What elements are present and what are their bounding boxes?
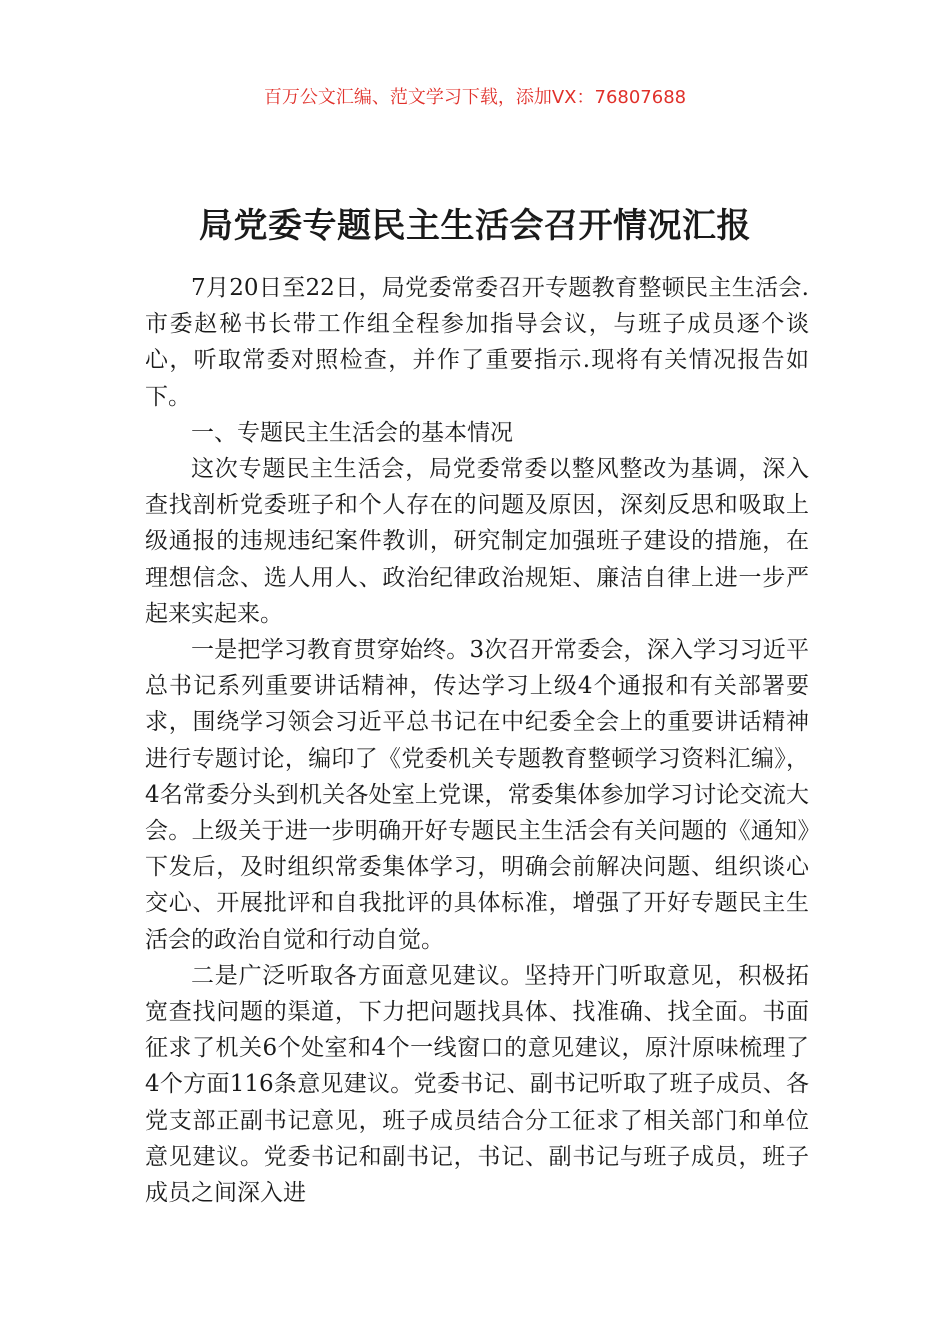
document-body	[145, 270, 809, 1211]
paragraph-intro: 7月20日至22日，局党委常委召开专题教育整顿民主生活会.市委赵秘书长带工作组全程参加指导会议，与班子成员逐个谈心，听取常委对照检查，并作了重要指示.现将有关情况报告如下。	[145, 275, 809, 410]
section-heading: 一、专题民主生活会的基本情况	[191, 419, 513, 446]
page-title: 局党委专题民主生活会召开情况汇报	[199, 205, 751, 246]
download-banner: 百万公文汇编、范文学习下载，添加VX：76807688	[263, 87, 687, 108]
paragraph-point-two: 二是广泛听取各方面意见建议。坚持开门听取意见，积极拓宽查找问题的渠道，下力把问题找具体、找准确、找全面。书面征求了机关6个处室和4个一线窗口的意见建议，原汁原味梳理了4个方面116条意见建议。党委书记、副书记听取了班子成员、各党支部正副书记意见，班子成员结合分工征求了相关部门和单位意见建议。党委书记和副书记，书记、副书记与班子成员，班子成员之间深入进	[145, 962, 809, 1207]
paragraph-overview: 这次专题民主生活会，局党委常委以整风整改为基调，深入查找剖析党委班子和个人存在的问题及原因，深刻反思和吸取上级通报的违规违纪案件教训，研究制定加强班子建设的措施，在理想信念、选人用人、政治纪律政治规矩、廉洁自律上进一步严起来实起来。	[145, 456, 809, 627]
paragraph-point-one: 一是把学习教育贯穿始终。3次召开常委会，深入学习习近平总书记系列重要讲话精神，传达学习上级4个通报和有关部署要求，围绕学习领会习近平总书记在中纪委全会上的重要讲话精神进行专题讨论，编印了《党委机关专题教育整顿学习资料汇编》，4名常委分头到机关各处室上党课，常委集体参加学习讨论交流大会。上级关于进一步明确开好专题民主生活会有关问题的《通知》下发后，及时组织常委集体学习，明确会前解决问题、组织谈心交心、开展批评和自我批评的具体标准，增强了开好专题民主生活会的政治自觉和行动自觉。	[145, 637, 809, 953]
